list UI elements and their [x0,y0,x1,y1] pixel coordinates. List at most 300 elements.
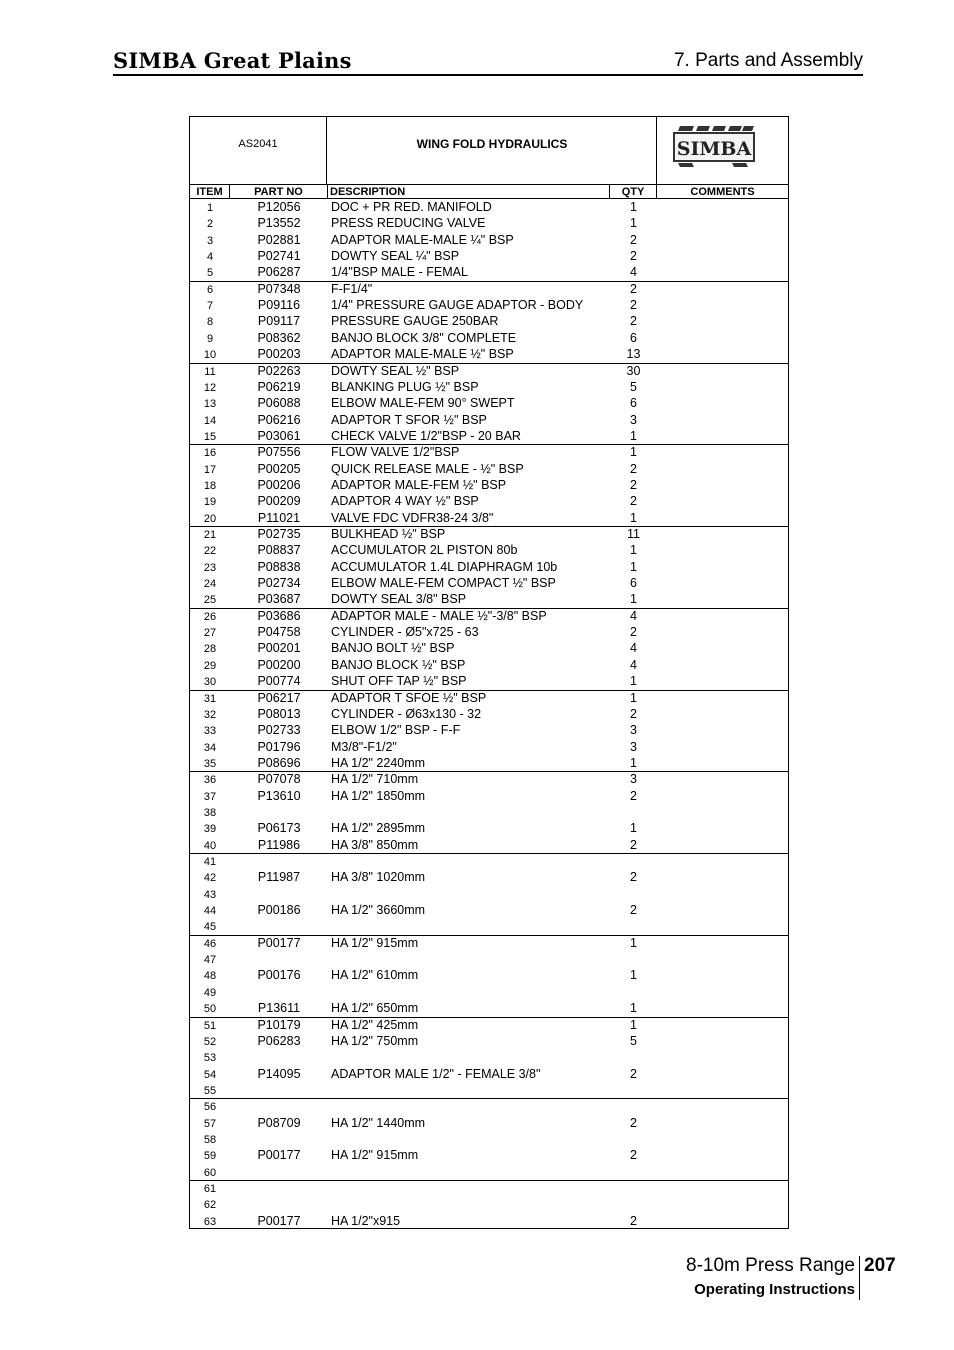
table-row [190,967,788,983]
header-rule [113,74,863,76]
table-row [190,363,788,379]
item-cell: 51 [203,1019,217,1032]
item-cell: 15 [203,430,217,443]
item-cell: 43 [203,888,217,901]
item-cell: 53 [203,1052,217,1065]
qty-cell: 1 [630,821,637,836]
description-cell: HA 1/2" 915mm [331,1148,419,1163]
qty-cell: 2 [630,625,637,640]
item-cell: 26 [203,610,217,623]
table-row [190,869,788,885]
description-cell: FLOW VALVE 1/2"BSP [331,445,460,460]
description-cell: HA 1/2" 650mm [331,1001,419,1016]
qty-cell: 3 [630,412,637,427]
qty-cell: 2 [630,249,637,264]
parts-sheet [189,116,789,1229]
qty-cell: 6 [630,576,637,591]
simba-logo-icon [672,123,756,167]
qty-cell: 2 [630,298,637,313]
table-row [190,1164,788,1180]
description-cell: ADAPTOR MALE 1/2" - FEMALE 3/8" [331,1066,541,1081]
table-row [190,330,788,346]
item-cell: 29 [203,659,217,672]
item-cell: 42 [203,872,217,885]
description-cell: ADAPTOR T SFOR ½" BSP [331,412,487,427]
part-no-cell: P06219 [257,379,301,394]
part-no-cell: P07556 [257,445,301,460]
item-cell: 7 [206,300,214,313]
qty-cell: 1 [630,674,637,689]
item-cell: 34 [203,741,217,754]
part-no-cell: P10179 [257,1017,301,1032]
item-cell: 57 [203,1117,217,1130]
item-cell: 21 [203,529,217,541]
description-cell: BANJO BLOCK 3/8" COMPLETE [331,330,517,345]
description-cell: ELBOW MALE-FEM COMPACT ½" BSP [331,576,556,591]
part-no-cell: P13611 [257,1001,301,1016]
description-cell: CYLINDER - Ø5"x725 - 63 [331,625,479,640]
description-cell: BLANKING PLUG ½" BSP [331,379,479,394]
table-row [190,281,788,297]
item-cell: 41 [203,856,217,868]
part-no-cell: P01796 [257,739,301,754]
item-cell: 18 [203,479,217,492]
description-cell: ELBOW MALE-FEM 90° SWEPT [331,396,515,411]
column-header-part-no: PART NO [230,184,328,199]
qty-cell: 5 [630,379,637,394]
part-no-cell: P07078 [257,772,301,787]
description-cell: HA 3/8" 850mm [331,837,419,852]
part-no-cell: P00186 [257,903,301,918]
table-row [190,215,788,231]
part-no-cell: P02733 [257,723,301,738]
table-row [190,575,788,591]
assembly-code: AS2041 [190,117,327,184]
group-divider [190,608,788,609]
part-no-cell: P08709 [257,1115,301,1130]
description-cell: BANJO BLOCK ½" BSP [331,657,466,672]
part-no-cell: P09116 [257,298,301,313]
item-cell: 59 [203,1150,217,1163]
table-row [190,706,788,722]
table-row [190,510,788,526]
part-no-cell: P11987 [257,870,301,885]
description-cell: ACCUMULATOR 2L PISTON 80b [331,543,518,558]
item-cell: 54 [203,1068,217,1081]
part-no-cell: P08362 [257,330,301,345]
qty-cell: 1 [630,592,637,607]
group-divider [190,363,788,364]
item-cell: 39 [203,823,217,836]
qty-cell: 2 [630,903,637,918]
table-row [190,313,788,329]
table-row [190,591,788,607]
table-row [190,837,788,853]
part-no-cell: P00205 [257,461,301,476]
description-cell: DOC + PR RED. MANIFOLD [331,200,492,214]
qty-cell: 3 [630,723,637,738]
part-no-cell: P00203 [257,347,301,362]
table-row [190,673,788,689]
part-no-cell: P02734 [257,576,301,591]
item-cell: 48 [203,970,217,983]
logo-cell [658,117,788,184]
description-cell: HA 1/2" 710mm [331,772,419,787]
part-no-cell: P02741 [257,249,301,264]
description-cell: ADAPTOR MALE-MALE ¼" BSP [331,232,514,247]
table-row [190,722,788,738]
table-row [190,1180,788,1196]
table-row [190,1049,788,1065]
page-number: 207 [864,1255,896,1276]
table-row [190,199,788,215]
table-row [190,608,788,624]
part-no-cell: P00177 [257,935,301,950]
item-cell: 30 [203,676,217,689]
group-divider [190,771,788,772]
part-no-cell: P03687 [257,592,301,607]
item-cell: 38 [203,806,217,819]
description-cell: HA 1/2" 425mm [331,1017,419,1032]
table-row [190,640,788,656]
table-row [190,264,788,280]
description-cell: F-F1/4" [331,281,373,296]
table-row [190,493,788,509]
qty-cell: 2 [630,494,637,509]
description-cell: BANJO BOLT ½" BSP [331,641,455,656]
qty-cell: 2 [630,1115,637,1130]
description-cell: BULKHEAD ½" BSP [331,527,446,541]
description-cell: DOWTY SEAL 3/8" BSP [331,592,467,607]
group-divider [190,935,788,936]
item-cell: 61 [203,1183,217,1195]
item-cell: 56 [203,1101,217,1114]
qty-cell: 2 [630,232,637,247]
part-no-cell: P14095 [257,1066,301,1081]
group-divider [190,281,788,282]
description-cell: VALVE FDC VDFR38-24 3/8" [331,510,494,525]
table-row [190,1131,788,1147]
description-cell: ADAPTOR T SFOE ½" BSP [331,690,487,705]
item-cell: 9 [206,332,214,345]
description-cell: M3/8"-F1/2" [331,739,397,754]
description-cell: ADAPTOR MALE - MALE ½"-3/8" BSP [331,608,547,623]
item-cell: 6 [206,283,214,296]
qty-cell: 1 [630,200,637,214]
table-row [190,804,788,820]
qty-cell: 3 [630,772,637,787]
qty-cell: 2 [630,706,637,721]
qty-cell: 5 [630,1033,637,1048]
qty-cell: 1 [630,428,637,443]
part-no-cell: P11986 [257,837,301,852]
part-no-cell: P03061 [257,428,301,443]
table-row [190,886,788,902]
item-cell: 13 [203,398,217,411]
qty-cell: 2 [630,1066,637,1081]
column-header-qty: QTY [610,184,657,199]
table-row [190,248,788,264]
table-row [190,1033,788,1049]
part-no-cell: P06216 [257,412,301,427]
table-row [190,526,788,542]
description-cell: HA 1/2"x915 [331,1213,401,1228]
description-cell: PRESS REDUCING VALVE [331,216,486,231]
table-row [190,820,788,836]
description-cell: HA 1/2" 610mm [331,968,419,983]
table-row [190,559,788,575]
table-row [190,1000,788,1016]
qty-cell: 3 [630,739,637,754]
description-cell: HA 1/2" 1440mm [331,1115,426,1130]
assembly-title: WING FOLD HYDRAULICS [328,117,657,184]
qty-cell: 2 [630,1148,637,1163]
qty-cell: 2 [630,461,637,476]
group-divider [190,1180,788,1181]
description-cell: SHUT OFF TAP ½" BSP [331,674,467,689]
description-cell: HA 1/2" 3660mm [331,903,426,918]
table-row [190,477,788,493]
part-no-cell: P00774 [257,674,301,689]
item-cell: 33 [203,725,217,738]
qty-cell: 2 [630,837,637,852]
group-divider [190,690,788,691]
item-cell: 17 [203,463,217,476]
table-row [190,624,788,640]
table-row [190,297,788,313]
part-no-cell: P00176 [257,968,301,983]
part-no-cell: P00177 [257,1148,301,1163]
footer-range: 8-10m Press Range [686,1255,855,1276]
table-row [190,428,788,444]
part-no-cell: P06088 [257,396,301,411]
table-row [190,935,788,951]
table-row [190,412,788,428]
item-cell: 10 [203,349,217,362]
table-row [190,542,788,558]
item-cell: 55 [203,1084,217,1097]
part-no-cell: P07348 [257,281,301,296]
description-cell: PRESSURE GAUGE 250BAR [331,314,499,329]
part-no-cell: P02881 [257,232,301,247]
qty-cell: 4 [630,608,637,623]
description-cell: DOWTY SEAL ½" BSP [331,363,460,378]
item-cell: 28 [203,643,217,656]
part-no-cell: P06173 [257,821,301,836]
item-cell: 1 [206,202,214,214]
item-cell: 32 [203,708,217,721]
footer-divider [859,1256,860,1300]
table-row [190,984,788,1000]
description-cell: CYLINDER - Ø63x130 - 32 [331,706,482,721]
table-row [190,739,788,755]
part-no-cell: P00206 [257,477,301,492]
item-cell: 58 [203,1133,217,1146]
description-cell: HA 3/8" 1020mm [331,870,426,885]
qty-cell: 30 [626,363,641,378]
footer-subtitle: Operating Instructions [694,1281,855,1298]
description-cell: HA 1/2" 2240mm [331,755,426,770]
description-cell: ADAPTOR MALE-MALE ½" BSP [331,347,514,362]
description-cell: HA 1/2" 1850mm [331,788,426,803]
description-cell: QUICK RELEASE MALE - ½" BSP [331,461,524,476]
table-row [190,902,788,918]
item-cell: 37 [203,790,217,803]
item-cell: 44 [203,905,217,918]
table-row [190,461,788,477]
item-cell: 11 [204,365,216,378]
part-no-cell: P06217 [257,690,301,705]
description-cell: CHECK VALVE 1/2"BSP - 20 BAR [331,428,521,443]
item-cell: 31 [203,692,217,705]
group-divider [190,444,788,445]
table-row [190,1098,788,1114]
qty-cell: 4 [630,657,637,672]
qty-cell: 1 [630,935,637,950]
item-cell: 62 [203,1199,217,1212]
part-no-cell: P11021 [257,510,301,525]
item-cell: 36 [203,774,217,787]
item-cell: 46 [203,937,217,950]
table-row [190,1082,788,1098]
item-cell: 45 [203,921,217,934]
table-row [190,1213,788,1229]
item-cell: 23 [203,561,217,574]
qty-cell: 1 [630,216,637,231]
qty-cell: 1 [630,543,637,558]
description-cell: HA 1/2" 750mm [331,1033,419,1048]
item-cell: 52 [203,1035,217,1048]
part-no-cell: P03686 [257,608,301,623]
column-header-comments: COMMENTS [657,184,788,199]
group-divider [190,1017,788,1018]
qty-cell: 2 [630,477,637,492]
part-no-cell: P00201 [257,641,301,656]
qty-cell: 2 [630,788,637,803]
item-cell: 47 [203,954,217,967]
description-cell: ELBOW 1/2" BSP - F-F [331,723,461,738]
part-no-cell: P04758 [257,625,301,640]
table-row [190,346,788,362]
table-row [190,379,788,395]
table-row [190,1017,788,1033]
description-cell: DOWTY SEAL ¼" BSP [331,249,460,264]
item-cell: 24 [203,578,217,591]
qty-cell: 2 [630,314,637,329]
description-cell: 1/4" PRESSURE GAUGE ADAPTOR - BODY [331,298,584,313]
part-no-cell: P02735 [257,527,301,541]
part-no-cell: P06287 [257,265,301,280]
item-cell: 25 [203,594,217,607]
qty-cell: 1 [630,510,637,525]
item-cell: 12 [203,381,217,394]
part-no-cell: P00200 [257,657,301,672]
item-cell: 60 [203,1166,217,1179]
item-cell: 35 [203,757,217,770]
qty-cell: 13 [626,347,641,362]
part-no-cell: P13610 [257,788,301,803]
table-row [190,771,788,787]
part-no-cell: P00209 [257,494,301,509]
part-no-cell: P13552 [257,216,301,231]
part-no-cell: P08837 [257,543,301,558]
qty-cell: 6 [630,396,637,411]
table-row [190,690,788,706]
group-divider [190,1098,788,1099]
table-row [190,1147,788,1163]
item-cell: 22 [203,545,217,558]
item-cell: 27 [203,627,217,640]
part-no-cell: P08013 [257,706,301,721]
logo-text: SIMBA [676,138,752,160]
qty-cell: 2 [630,1213,637,1228]
description-cell: 1/4"BSP MALE - FEMAL [331,265,468,280]
description-cell: ACCUMULATOR 1.4L DIAPHRAGM 10b [331,559,558,574]
item-cell: 63 [203,1215,217,1228]
table-row [190,788,788,804]
group-divider [190,853,788,854]
title-block [190,117,788,184]
qty-cell: 1 [630,445,637,460]
table-row [190,444,788,460]
group-divider [190,526,788,527]
qty-cell: 1 [630,1017,637,1032]
description-cell: HA 1/2" 915mm [331,935,419,950]
part-no-cell: P09117 [257,314,301,329]
table-row [190,755,788,771]
part-no-cell: P08838 [257,559,301,574]
item-cell: 5 [206,267,214,280]
table-row [190,1066,788,1082]
brand-title: SIMBA Great Plains [113,48,352,73]
description-cell: HA 1/2" 2895mm [331,821,426,836]
item-cell: 3 [206,234,214,247]
qty-cell: 1 [630,690,637,705]
qty-cell: 1 [630,968,637,983]
part-no-cell: P08696 [257,755,301,770]
column-header-item: ITEM [190,184,230,199]
qty-cell: 4 [630,641,637,656]
qty-cell: 4 [630,265,637,280]
item-cell: 14 [203,414,217,427]
description-cell: ADAPTOR 4 WAY ½" BSP [331,494,479,509]
table-row [190,1115,788,1131]
item-cell: 4 [206,251,214,264]
qty-cell: 1 [630,559,637,574]
item-cell: 16 [203,447,217,460]
table-row [190,395,788,411]
item-cell: 20 [203,512,217,525]
column-header-description: DESCRIPTION [328,184,610,199]
item-cell: 19 [203,496,217,509]
table-row [190,918,788,934]
table-row [190,232,788,248]
item-cell: 50 [203,1003,217,1016]
table-row [190,1196,788,1212]
item-cell: 2 [206,218,214,231]
item-cell: 8 [206,316,214,329]
qty-cell: 6 [630,330,637,345]
part-no-cell: P12056 [257,200,301,214]
qty-cell: 1 [630,1001,637,1016]
qty-cell: 2 [630,281,637,296]
part-no-cell: P06283 [257,1033,301,1048]
part-no-cell: P02263 [257,363,301,378]
item-cell: 40 [203,839,217,852]
qty-cell: 1 [630,755,637,770]
item-cell: 49 [203,986,217,999]
table-row [190,657,788,673]
